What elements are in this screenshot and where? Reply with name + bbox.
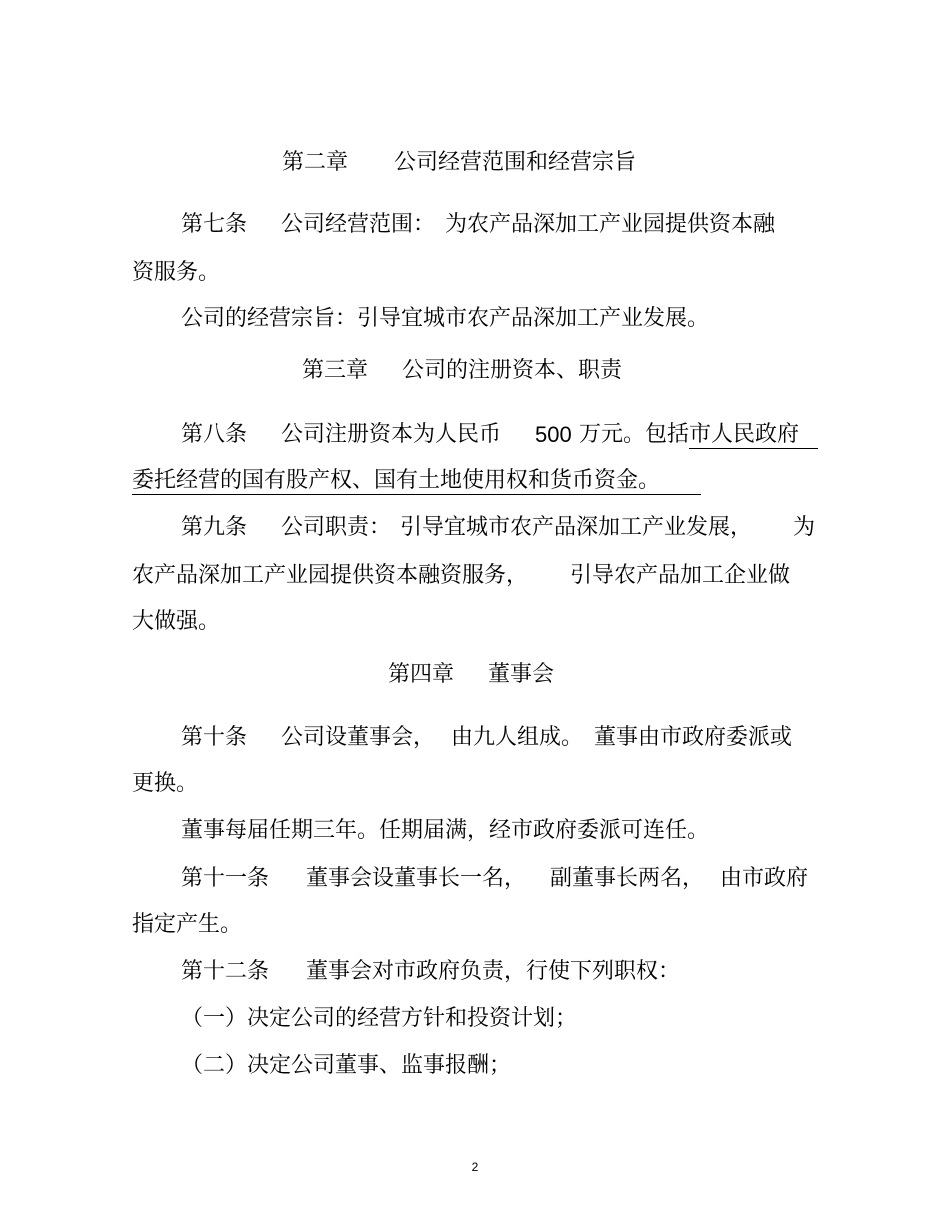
article-7-text: 为农产品深加工产业园提供资本融 (445, 212, 776, 237)
chapter-4-title: 董事会 (488, 662, 555, 687)
director-term: 董事每届任期三年。任期届满，经市政府委派可连任。 (181, 818, 710, 843)
article-10-text: 董事由市政府委派或 (594, 725, 793, 750)
article-8-underlined-text: 市人民政府 (689, 422, 818, 449)
chapter-3-label: 第三章 (302, 358, 369, 383)
article-10-text: 由九人组成。 (451, 725, 584, 750)
article-9-text: 引导宜城市农产品深加工产业发展， (400, 515, 753, 540)
article-8-text: 万元。包括 (579, 422, 690, 447)
article-8-text: 公司注册资本为人民币 (281, 422, 502, 447)
article-9-label: 第九条 (181, 515, 248, 540)
article-8-label: 第八条 (181, 422, 248, 447)
list-item: （二）决定公司董事、监事报酬； (181, 1053, 512, 1078)
article-8-underlined-text: 委托经营的国有股产权、国有土地使用权和货币资金。 (132, 468, 701, 495)
article-7-text: 资服务。 (132, 260, 221, 285)
page-number: 2 (471, 1160, 479, 1174)
article-11-label: 第十一条 (181, 866, 270, 891)
article-12-label: 第十二条 (181, 959, 270, 984)
article-11-text: 由市政府 (720, 866, 809, 891)
chapter-2-label: 第二章 (282, 150, 349, 175)
article-7-label: 第七条 (181, 212, 248, 237)
article-9-text: 公司职责： (281, 515, 392, 540)
article-9-text: 为 (793, 515, 816, 540)
article-12-text: 董事会对市政府负责，行使下列职权： (306, 959, 681, 984)
article-7-text: 公司经营范围： (281, 212, 436, 237)
article-10-text: 更换。 (132, 771, 199, 796)
business-purpose: 公司的经营宗旨：引导宜城市农产品深加工产业发展。 (181, 306, 710, 331)
chapter-4-label: 第四章 (388, 662, 455, 687)
article-11-text: 董事会设董事长一名， (306, 866, 527, 891)
article-9-text: 大做强。 (132, 609, 221, 634)
chapter-3-title: 公司的注册资本、职责 (402, 358, 623, 383)
article-11-text: 副董事长两名， (550, 866, 705, 891)
article-10-text: 公司设董事会， (281, 725, 436, 750)
article-9-text: 农产品深加工产业园提供资本融资服务， (132, 563, 529, 588)
article-9-text: 引导农产品加工企业做 (570, 563, 791, 588)
list-item: （一）决定公司的经营方针和投资计划； (181, 1006, 578, 1031)
chapter-2-title: 公司经营范围和经营宗旨 (394, 150, 637, 175)
article-10-label: 第十条 (181, 725, 248, 750)
article-11-text: 指定产生。 (132, 912, 243, 937)
registered-capital-amount: 500 (535, 422, 572, 447)
